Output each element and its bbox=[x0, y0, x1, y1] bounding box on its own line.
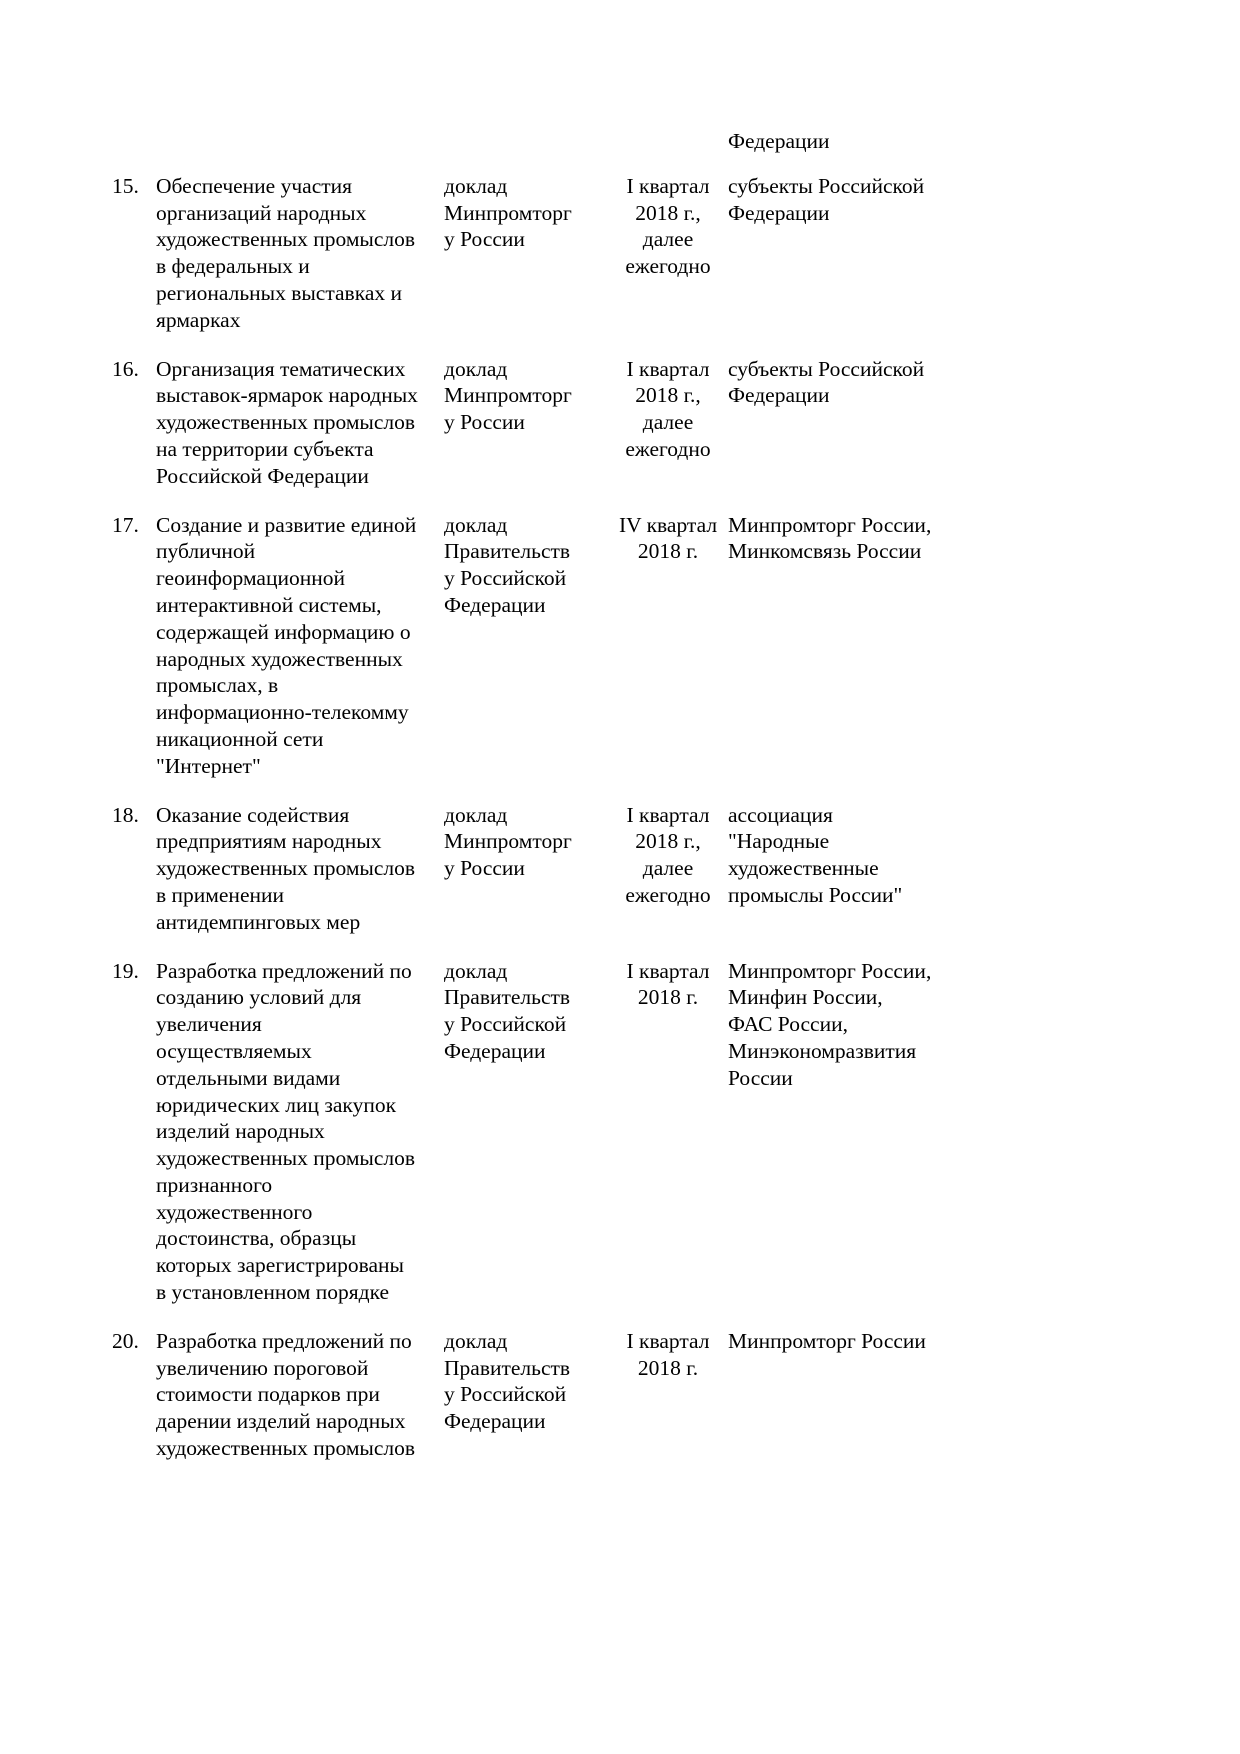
row-measure-line: организаций народных bbox=[156, 200, 367, 225]
continuation-executor-line: Федерации bbox=[728, 129, 830, 153]
row-measure-line: художественных промыслов bbox=[156, 1436, 416, 1461]
row-measure-line: художественных промыслов bbox=[156, 227, 416, 252]
row-measure-line: никационной сети bbox=[156, 726, 324, 751]
row-measure-line: художественных промыслов bbox=[156, 410, 416, 435]
row-measure bbox=[156, 802, 444, 936]
row-measure bbox=[156, 356, 444, 490]
row-term-line: I квартал bbox=[626, 958, 710, 983]
row-measure-line: осуществляемых bbox=[156, 1038, 312, 1063]
row-form-line: Минпромторг bbox=[444, 829, 572, 854]
row-term-line: I квартал bbox=[626, 173, 710, 198]
row-number-value: 15. bbox=[112, 173, 139, 198]
row-executor bbox=[728, 173, 1028, 227]
row-executor-line: Минпромторг России, bbox=[728, 958, 932, 983]
row-form-line: Федерации bbox=[444, 592, 546, 617]
row-measure-line: созданию условий для bbox=[156, 985, 362, 1010]
row-measure-line: выставок-ярмарок народных bbox=[156, 383, 418, 408]
row-executor-line: ФАС России, bbox=[728, 1012, 848, 1037]
row-term-line: I квартал bbox=[626, 356, 710, 381]
row-number bbox=[108, 802, 156, 829]
row-term-line: 2018 г. bbox=[637, 985, 699, 1010]
row-executor-line: промыслы России" bbox=[728, 882, 903, 907]
continuation-executor bbox=[728, 128, 1028, 155]
row-term-line: ежегодно bbox=[625, 254, 711, 279]
row-measure bbox=[156, 1328, 444, 1462]
row-measure-line: отдельными видами bbox=[156, 1065, 341, 1090]
row-number bbox=[108, 356, 156, 383]
row-number-value: 16. bbox=[112, 356, 139, 381]
row-term-line: IV квартал bbox=[618, 512, 718, 537]
row-measure-line: содержащей информацию о bbox=[156, 619, 411, 644]
row-measure-line: "Интернет" bbox=[156, 753, 261, 778]
row-executor-line: художественные bbox=[728, 856, 879, 881]
row-executor bbox=[728, 1328, 1028, 1355]
row-term-line: 2018 г. bbox=[637, 1355, 699, 1380]
row-term-line: 2018 г., bbox=[635, 383, 701, 408]
row-measure-line: Российской Федерации bbox=[156, 463, 369, 488]
row-term bbox=[612, 802, 728, 909]
row-executor-line: Минпромторг России, bbox=[728, 512, 932, 537]
row-number-value: 18. bbox=[112, 802, 139, 827]
row-measure bbox=[156, 512, 444, 780]
table-row bbox=[108, 1328, 1138, 1462]
row-term-line: далее bbox=[642, 856, 694, 881]
row-executor-line: Федерации bbox=[728, 200, 830, 225]
row-measure-line: художественных промыслов bbox=[156, 1146, 416, 1171]
row-form-line: у России bbox=[444, 410, 525, 435]
row-number bbox=[108, 1328, 156, 1355]
row-measure-line: интерактивной системы, bbox=[156, 592, 382, 617]
table-rows bbox=[108, 173, 1138, 1462]
row-measure-line: на территории субъекта bbox=[156, 436, 374, 461]
row-form-line: Минпромторг bbox=[444, 383, 572, 408]
row-measure-line: промыслах, в bbox=[156, 673, 279, 698]
row-term bbox=[612, 512, 728, 566]
row-executor bbox=[728, 958, 1028, 1092]
row-measure bbox=[156, 173, 444, 334]
row-measure-line: Создание и развитие единой bbox=[156, 512, 417, 537]
row-measure-line: художественного bbox=[156, 1199, 313, 1224]
row-executor-line: субъекты Российской bbox=[728, 173, 925, 198]
document-content bbox=[108, 128, 1138, 1484]
row-measure-line: изделий народных bbox=[156, 1119, 325, 1144]
table-row bbox=[108, 958, 1138, 1306]
row-term-line: 2018 г., bbox=[635, 829, 701, 854]
row-executor bbox=[728, 512, 1028, 566]
row-executor-line: Минпромторг России bbox=[728, 1328, 926, 1353]
row-form bbox=[444, 173, 612, 253]
row-executor-line: России bbox=[728, 1065, 793, 1090]
row-number-value: 20. bbox=[112, 1328, 139, 1353]
row-executor-line: субъекты Российской bbox=[728, 356, 925, 381]
row-number-value: 19. bbox=[112, 958, 139, 983]
row-form-line: доклад bbox=[444, 958, 508, 983]
row-executor-line: "Народные bbox=[728, 829, 830, 854]
row-measure-line: увеличению пороговой bbox=[156, 1355, 369, 1380]
row-executor-line: ассоциация bbox=[728, 802, 833, 827]
row-measure-line: художественных промыслов bbox=[156, 856, 416, 881]
row-term bbox=[612, 173, 728, 280]
row-form-line: Правительств bbox=[444, 1355, 571, 1380]
row-form-line: у России bbox=[444, 227, 525, 252]
row-term-line: 2018 г. bbox=[637, 539, 699, 564]
row-form-line: у России bbox=[444, 856, 525, 881]
row-measure-line: увеличения bbox=[156, 1012, 262, 1037]
row-term-line: I квартал bbox=[626, 1328, 710, 1353]
row-form bbox=[444, 356, 612, 436]
row-form-line: у Российской bbox=[444, 566, 567, 591]
row-measure-line: ярмарках bbox=[156, 307, 241, 332]
table-row bbox=[108, 356, 1138, 490]
row-form-line: Правительств bbox=[444, 539, 571, 564]
row-form-line: доклад bbox=[444, 1328, 508, 1353]
row-measure-line: в федеральных и bbox=[156, 254, 310, 279]
row-measure bbox=[156, 958, 444, 1306]
row-measure-line: геоинформационной bbox=[156, 566, 345, 591]
row-form bbox=[444, 958, 612, 1065]
row-form bbox=[444, 802, 612, 882]
row-executor-line: Минэкономразвития bbox=[728, 1038, 917, 1063]
row-term bbox=[612, 958, 728, 1012]
row-measure-line: региональных выставках и bbox=[156, 280, 403, 305]
row-measure-line: информационно-телекомму bbox=[156, 700, 409, 725]
row-measure-line: которых зарегистрированы bbox=[156, 1253, 404, 1278]
row-form-line: Федерации bbox=[444, 1038, 546, 1063]
row-measure-line: признанного bbox=[156, 1172, 273, 1197]
row-measure-line: достоинства, образцы bbox=[156, 1226, 357, 1251]
row-form-line: доклад bbox=[444, 173, 508, 198]
row-term-line: 2018 г., bbox=[635, 200, 701, 225]
row-term bbox=[612, 1328, 728, 1382]
row-number bbox=[108, 958, 156, 985]
row-measure-line: антидемпинговых мер bbox=[156, 909, 361, 934]
continuation-row bbox=[108, 128, 1138, 155]
row-form-line: Минпромторг bbox=[444, 200, 572, 225]
row-measure-line: Разработка предложений по bbox=[156, 958, 412, 983]
row-executor-line: Федерации bbox=[728, 383, 830, 408]
row-measure-line: предприятиям народных bbox=[156, 829, 382, 854]
row-measure-line: стоимости подарков при bbox=[156, 1382, 380, 1407]
row-executor-line: Минкомсвязь России bbox=[728, 539, 922, 564]
row-form-line: доклад bbox=[444, 512, 508, 537]
row-term-line: ежегодно bbox=[625, 882, 711, 907]
row-term-line: далее bbox=[642, 227, 694, 252]
row-measure-line: народных художественных bbox=[156, 646, 403, 671]
row-measure-line: Оказание содействия bbox=[156, 802, 350, 827]
row-measure-line: Разработка предложений по bbox=[156, 1328, 412, 1353]
row-measure-line: юридических лиц закупок bbox=[156, 1092, 397, 1117]
row-term-line: далее bbox=[642, 410, 694, 435]
row-measure-line: публичной bbox=[156, 539, 256, 564]
table-row bbox=[108, 802, 1138, 936]
row-number-value: 17. bbox=[112, 512, 139, 537]
row-measure-line: в установленном порядке bbox=[156, 1280, 390, 1305]
row-measure-line: Организация тематических bbox=[156, 356, 406, 381]
row-form-line: доклад bbox=[444, 802, 508, 827]
row-measure-line: Обеспечение участия bbox=[156, 173, 353, 198]
row-executor bbox=[728, 802, 1028, 909]
row-form bbox=[444, 1328, 612, 1435]
row-form-line: Правительств bbox=[444, 985, 571, 1010]
row-term-line: ежегодно bbox=[625, 436, 711, 461]
row-form-line: доклад bbox=[444, 356, 508, 381]
row-measure-line: дарении изделий народных bbox=[156, 1409, 406, 1434]
row-number bbox=[108, 173, 156, 200]
row-number bbox=[108, 512, 156, 539]
row-term-line: I квартал bbox=[626, 802, 710, 827]
row-form-line: у Российской bbox=[444, 1382, 567, 1407]
row-measure-line: в применении bbox=[156, 882, 285, 907]
table-row bbox=[108, 173, 1138, 334]
table-row bbox=[108, 512, 1138, 780]
row-form-line: Федерации bbox=[444, 1409, 546, 1434]
row-term bbox=[612, 356, 728, 463]
row-form bbox=[444, 512, 612, 619]
row-executor bbox=[728, 356, 1028, 410]
row-form-line: у Российской bbox=[444, 1012, 567, 1037]
row-executor-line: Минфин России, bbox=[728, 985, 883, 1010]
